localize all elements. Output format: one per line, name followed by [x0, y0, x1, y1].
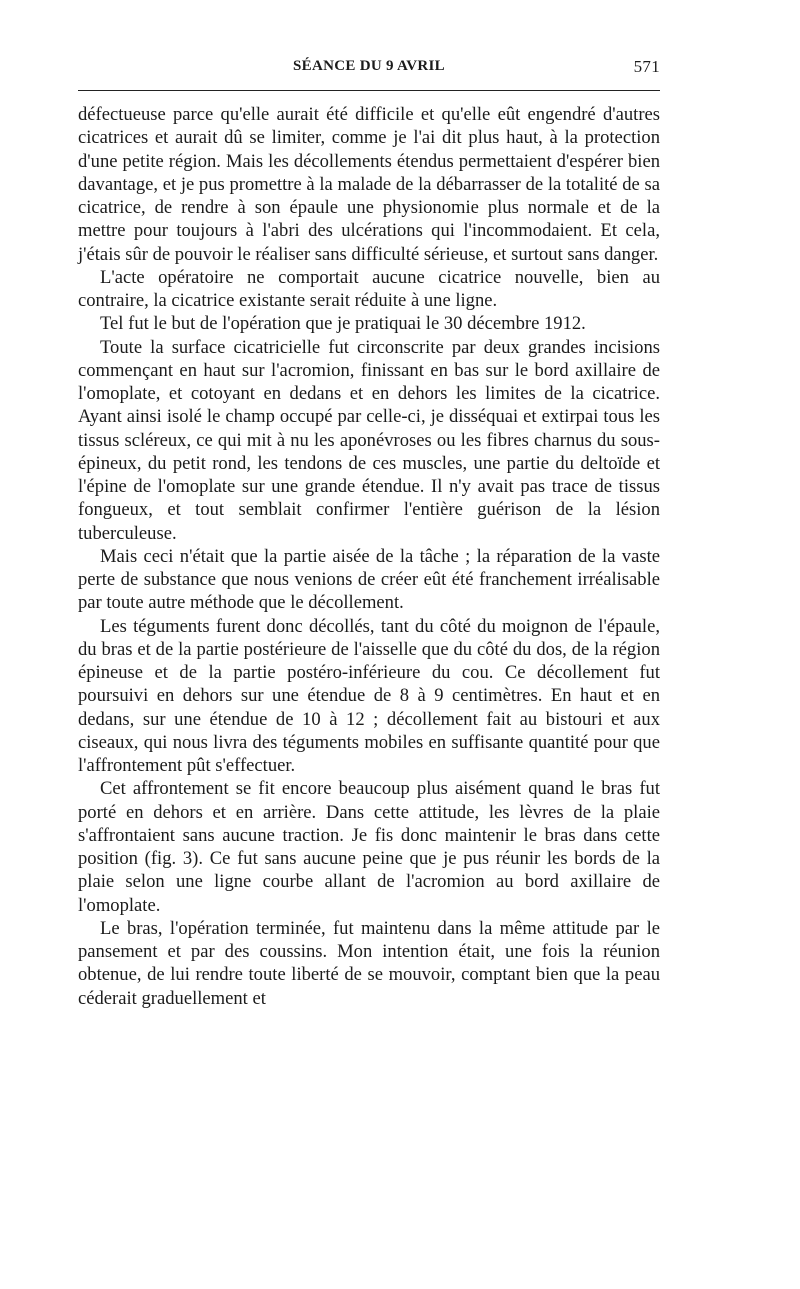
paragraph-1: défectueuse parce qu'elle aurait été difficile et qu'elle eût engendré d'autres cicatrices et aurait dû se limiter, comme je l'ai dit plus haut, à la protection d'une petite région. Mais les décollements étendus permettaient d'espérer bien davantage, et je pus promettre à la malade de la débarrasser de la totalité de sa cicatrice, de rendre à son épaule une physionomie plus normale et de la mettre pour toujours à l'abri des ulcérations qui l'incommodaient. Et cela, j'étais sûr de pouvoir le réaliser sans difficulté sérieuse, et surtout sans danger. [78, 104, 660, 265]
paragraph-4: Toute la surface cicatricielle fut circonscrite par deux grandes incisions commençant en haut sur l'acromion, finissant en bas sur le bord axillaire de l'omoplate, et cotoyant en dedans et en dehors les limites de la cicatrice. Ayant ainsi isolé le champ occupé par celle-ci, je disséquai et extirpai tous les tissus scléreux, ce qui mit à nu les aponévroses ou les fibres charnus du sous-épineux, du petit rond, les tendons de ces muscles, une partie du deltoïde et l'épine de l'omoplate sur une grande étendue. Il n'y avait pas trace de tissus fongueux, et tout semblait confirmer l'entière guérison de la lésion tuberculeuse. [78, 336, 660, 544]
running-head [78, 54, 660, 84]
paragraph-3: Tel fut le but de l'opération que je pratiquai le 30 décembre 1912. [100, 313, 586, 335]
header-rule [78, 90, 660, 91]
page-number: 571 [633, 57, 660, 76]
body-text [78, 103, 660, 1010]
paragraph-7: Cet affrontement se fit encore beaucoup plus aisément quand le bras fut porté en dehors et en arrière. Dans cette attitude, les lèvres de la plaie s'affrontaient sans aucune traction. Je fis donc maintenir le bras dans cette position (fig. 3). Ce fut sans aucune peine que je pus réunir les bords de la plaie selon une ligne courbe allant de l'acromion au bord axillaire de l'omoplate. [78, 778, 660, 916]
paragraph-8: Le bras, l'opération terminée, fut maintenu dans la même attitude par le pansement et par des coussins. Mon intention était, une fois la réunion obtenue, de lui rendre toute liberté de se mouvoir, comptant bien que la peau céderait graduellement et [78, 917, 660, 1009]
book-page [78, 54, 660, 1010]
running-title: SÉANCE DU 9 AVRIL [293, 58, 445, 74]
paragraph-2: L'acte opératoire ne comportait aucune cicatrice nouvelle, bien au contraire, la cicatrice existante serait réduite à une ligne. [78, 266, 660, 311]
paragraph-6: Les téguments furent donc décollés, tant du côté du moignon de l'épaule, du bras et de la partie postérieure de l'aisselle que du côté du dos, de la région épineuse et de la partie postéro-inférieure du cou. Ce décollement fut poursuivi en dehors sur une étendue de 8 à 9 centimètres. En haut et en dedans, sur une étendue de 10 à 12 ; décollement fait au bistouri et aux ciseaux, qui nous livra des téguments mobiles en suffisante quantité pour que l'affrontement pût s'effectuer. [78, 615, 660, 776]
paragraph-5: Mais ceci n'était que la partie aisée de la tâche ; la réparation de la vaste perte de substance que nous venions de créer eût été franchement irréalisable par toute autre méthode que le décollement. [78, 545, 660, 614]
